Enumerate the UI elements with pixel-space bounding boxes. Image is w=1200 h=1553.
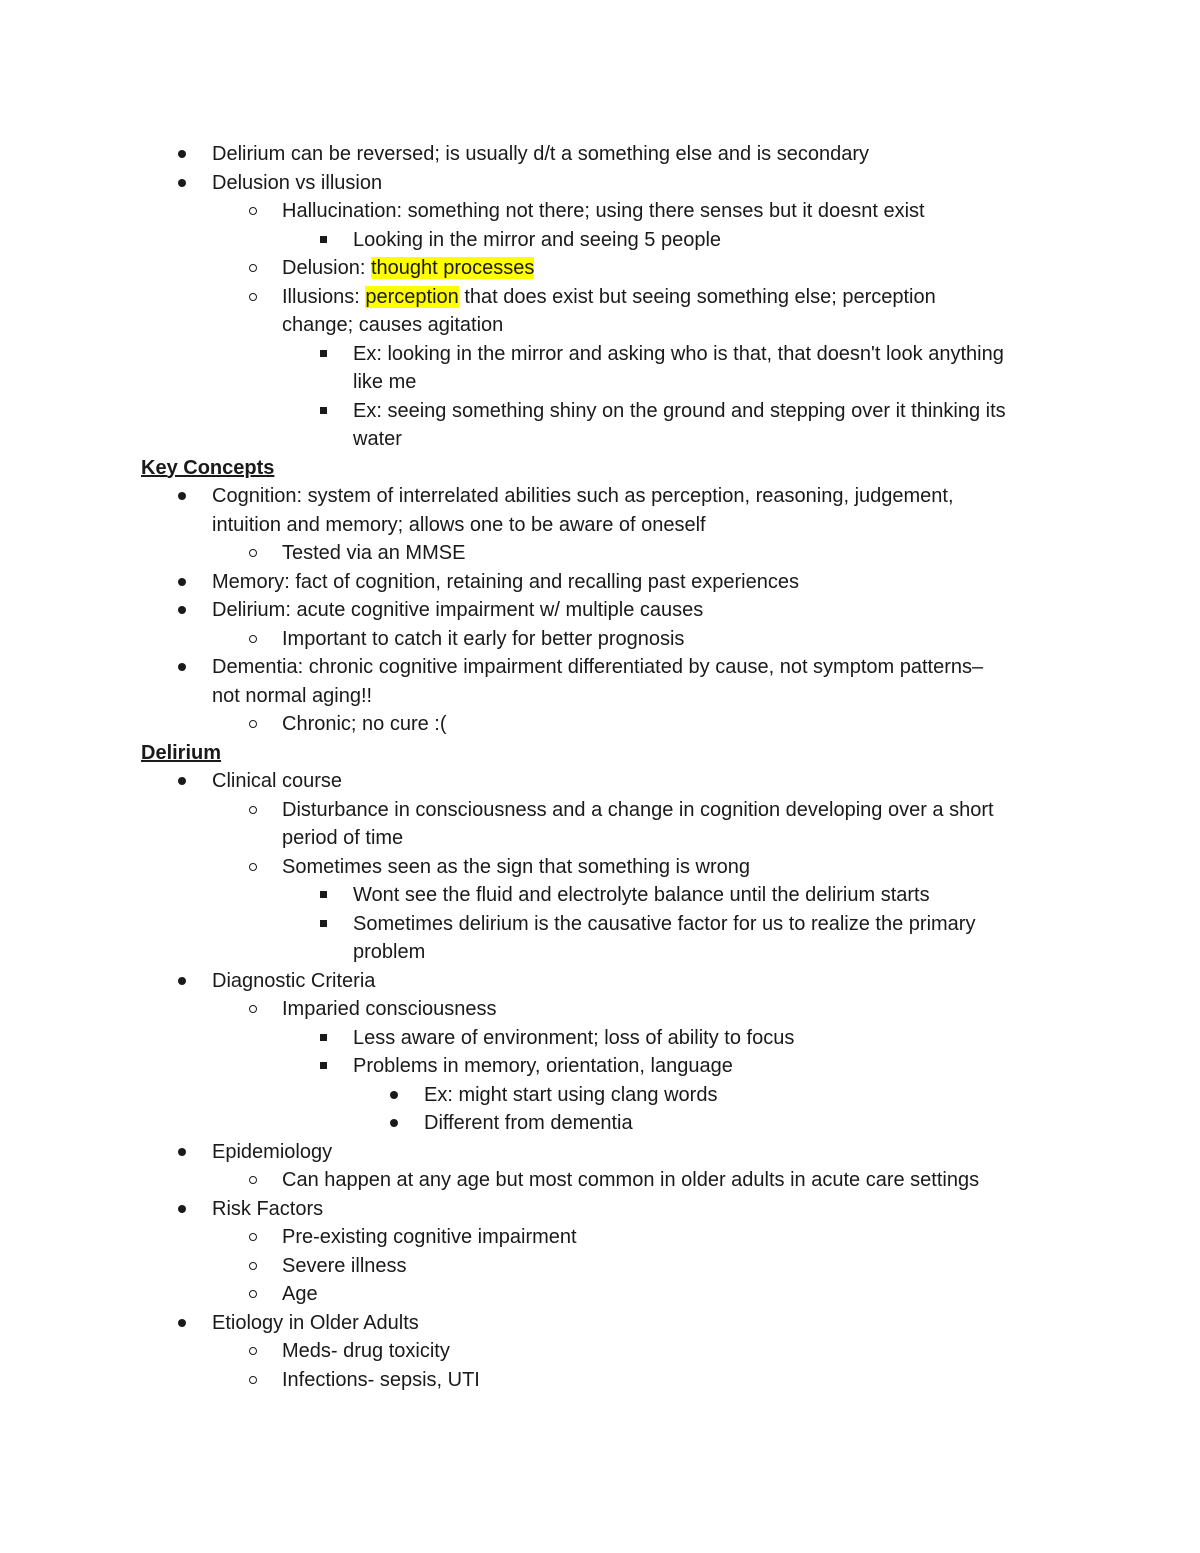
highlighted-text: thought processes [370,257,535,279]
list-item: Ex: looking in the mirror and asking who is that, that doesn't look anything [353,342,1004,365]
list-item: Delirium: acute cognitive impairment w/ multiple causes [212,599,704,621]
list-item: Chronic; no cure :( [282,713,447,735]
list-item: Pre-existing cognitive impairment [282,1226,577,1248]
highlighted-text: perception [365,285,459,308]
list-item: Sometimes seen as the sign that something is wrong [282,855,751,878]
list-item: Imparied consciousness [282,998,497,1020]
list-item: Sometimes delirium is the causative factor for us to realize the primary [353,912,976,935]
list-item: Age [282,1283,318,1305]
list-item: Wont see the fluid and electrolyte balance until the delirium starts [353,884,930,906]
list-item: Delusion: thought processes [282,257,535,279]
list-item: Risk Factors [212,1197,324,1220]
section-heading-delirium: Delirium [141,741,222,764]
list-item: Ex: seeing something shiny on the ground and stepping over it thinking its [353,399,1006,422]
list-item: Diagnostic Criteria [212,969,376,992]
list-item-continuation: like me [353,371,417,393]
list-item: Problems in memory, orientation, language [353,1055,733,1077]
list-item: Delirium can be reversed; is usually d/t a something else and is secondary [212,143,869,165]
list-item: Clinical course [212,770,343,792]
list-item: Important to catch it early for better prognosis [282,627,685,650]
list-item-continuation: period of time [282,827,404,849]
list-item-continuation: not normal aging!! [212,684,373,707]
list-item-continuation: problem [353,941,426,963]
section-heading-key-concepts: Key Concepts [141,456,275,479]
list-item: Different from dementia [424,1112,633,1134]
list-item: Disturbance in consciousness and a change in cognition developing over a short [282,798,994,821]
list-item: Looking in the mirror and seeing 5 people [353,228,722,251]
list-item: Hallucination: something not there; using there senses but it doesnt exist [282,200,925,222]
list-item: Tested via an MMSE [282,542,466,564]
list-item: Delusion vs illusion [212,171,383,194]
list-item: Dementia: chronic cognitive impairment differentiated by cause, not symptom patterns– [212,656,984,678]
list-item: Memory: fact of cognition, retaining and recalling past experiences [212,570,799,593]
list-item: Epidemiology [212,1140,333,1163]
list-item: Severe illness [282,1254,407,1277]
list-item: Cognition: system of interrelated abilities such as perception, reasoning, judgement, [212,485,954,507]
list-item-continuation: intuition and memory; allows one to be aware of oneself [212,513,706,536]
list-item: Can happen at any age but most common in older adults in acute care settings [282,1169,980,1191]
list-item: Infections- sepsis, UTI [282,1368,480,1391]
list-item: Illusions: perception that does exist but seeing something else; perception [282,285,936,308]
list-item-continuation: water [353,428,402,450]
list-item: Etiology in Older Adults [212,1311,419,1334]
list-item: Less aware of environment; loss of ability to focus [353,1026,795,1049]
list-item: Meds- drug toxicity [282,1340,450,1362]
list-item: Ex: might start using clang words [424,1083,718,1106]
list-item-continuation: change; causes agitation [282,314,504,336]
